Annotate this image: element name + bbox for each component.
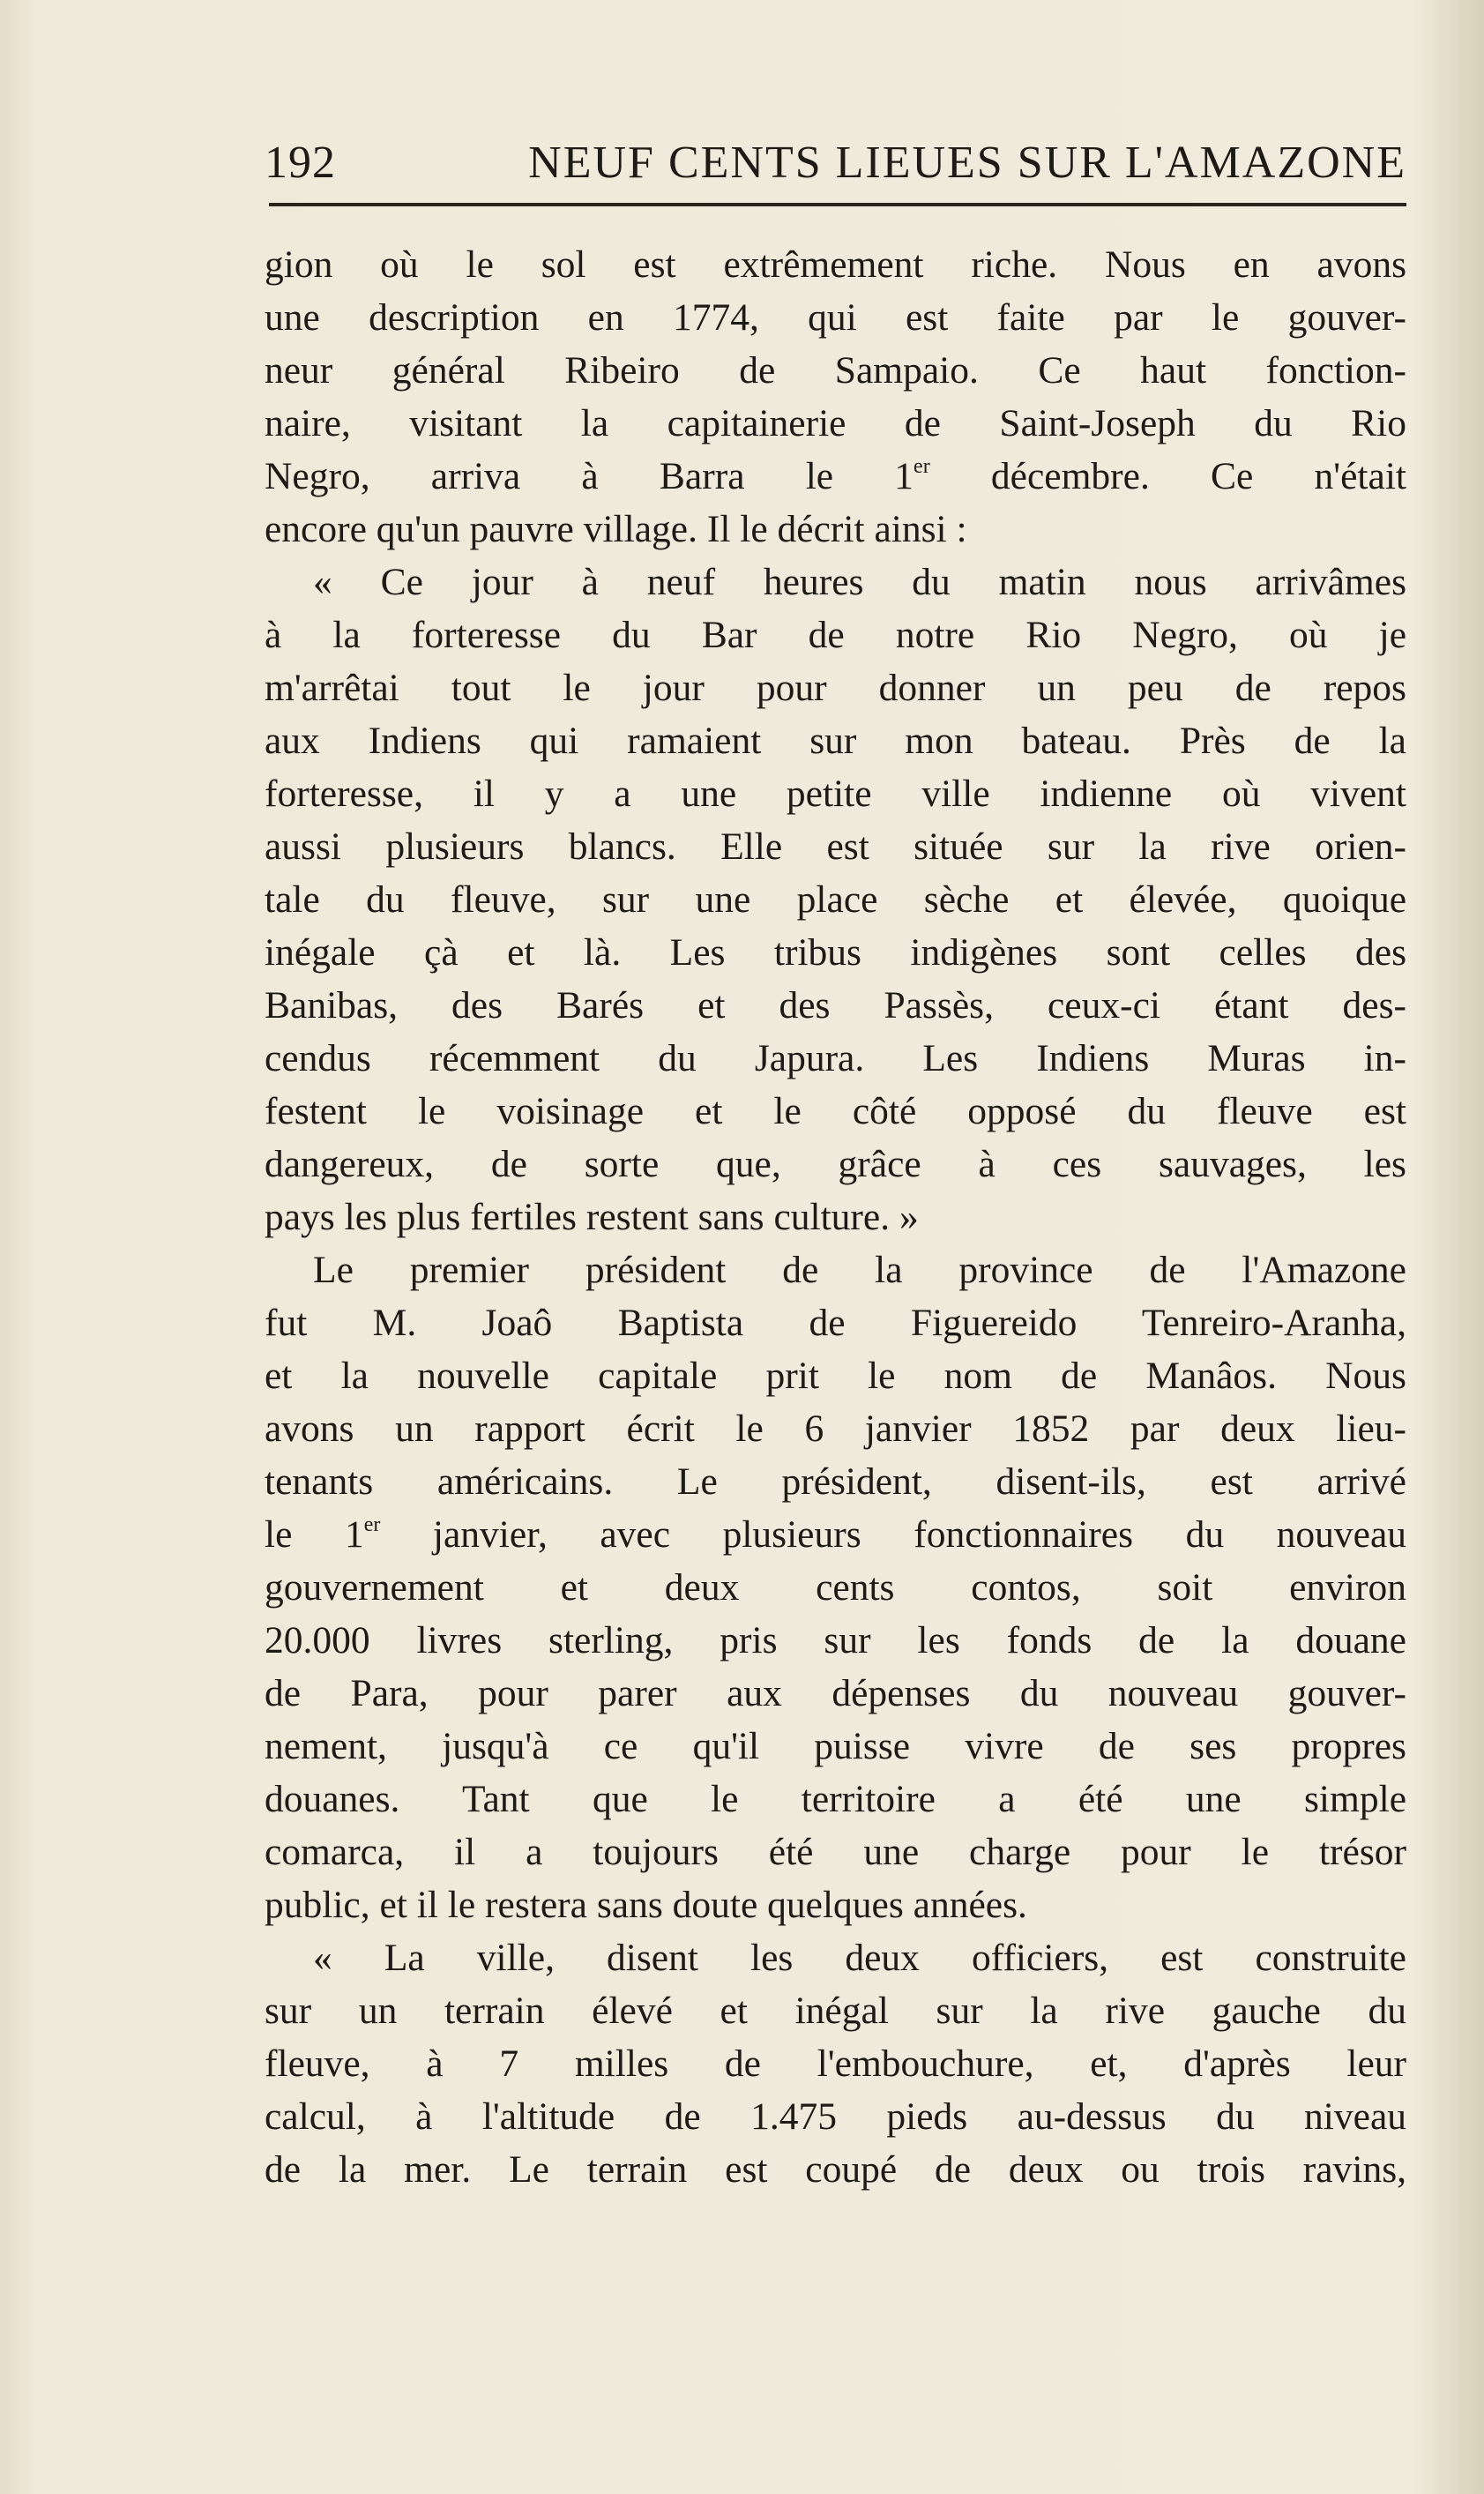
- text-line: naire, visitant la capitainerie de Saint-Joseph du Rio: [265, 402, 1406, 444]
- superscript: er: [363, 1513, 381, 1536]
- text-line: aussi plusieurs blancs. Elle est située sur la rive orien-: [265, 825, 1406, 868]
- text-line: à la forteresse du Bar de notre Rio Negro, où je: [265, 614, 1406, 656]
- superscript: er: [914, 455, 930, 478]
- page-header: [265, 132, 1406, 194]
- body-text: [265, 238, 1406, 2196]
- paragraph: [265, 1931, 1406, 2196]
- text-line: nement, jusqu'à ce qu'il puisse vivre de ses propres: [265, 1725, 1406, 1767]
- text-line: comarca, il a toujours été une charge pour le trésor: [265, 1831, 1406, 1873]
- text-line: fleuve, à 7 milles de l'embouchure, et, d'après leur: [265, 2042, 1406, 2085]
- text-line: de Para, pour parer aux dépenses du nouveau gouver-: [265, 1672, 1406, 1714]
- text-line: une description en 1774, qui est faite par le gouver-: [265, 296, 1406, 339]
- text-line: inégale çà et là. Les tribus indigènes sont celles des: [265, 931, 1406, 974]
- text-line: gouvernement et deux cents contos, soit environ: [265, 1566, 1406, 1609]
- text-line: sur un terrain élevé et inégal sur la rive gauche du: [265, 1990, 1406, 2032]
- text-line: aux Indiens qui ramaient sur mon bateau. Près de la: [265, 720, 1406, 762]
- paragraph: [265, 238, 1406, 556]
- text-line: 20.000 livres sterling, pris sur les fonds de la douane: [265, 1619, 1406, 1661]
- text-line: fut M. Joaô Baptista de Figuereido Tenreiro-Aranha,: [265, 1302, 1406, 1344]
- text-line: pays les plus fertiles restent sans culture. »: [265, 1196, 919, 1238]
- text-line: [265, 1508, 1406, 1561]
- text-line: gion où le sol est extrêmement riche. Nous en avons: [265, 243, 1406, 286]
- text-line: tale du fleuve, sur une place sèche et élevée, quoique: [265, 878, 1406, 921]
- running-title: NEUF CENTS LIEUES SUR L'AMAZONE: [528, 138, 1406, 188]
- text-line: public, et il le restera sans doute quelques années.: [265, 1884, 1027, 1926]
- text-line: forteresse, il y a une petite ville indienne où vivent: [265, 773, 1406, 815]
- text-segment: janvier, avec plusieurs fonctionnaires du nouveau: [380, 1513, 1406, 1556]
- text-line: « La ville, disent les deux officiers, est construite: [313, 1937, 1406, 1979]
- text-line: douanes. Tant que le territoire a été une simple: [265, 1778, 1406, 1820]
- text-line: cendus récemment du Japura. Les Indiens Muras in-: [265, 1037, 1406, 1079]
- text-line: tenants américains. Le président, disent-ils, est arrivé: [265, 1460, 1406, 1503]
- text-line: « Ce jour à neuf heures du matin nous arrivâmes: [313, 561, 1406, 603]
- text-line: festent le voisinage et le côté opposé du fleuve est: [265, 1090, 1406, 1132]
- text-line: neur général Ribeiro de Sampaio. Ce haut fonction-: [265, 349, 1406, 392]
- text-line: de la mer. Le terrain est coupé de deux ou trois ravins,: [265, 2148, 1406, 2191]
- text-line: m'arrêtai tout le jour pour donner un peu de repos: [265, 667, 1406, 709]
- text-line: Le premier président de la province de l'Amazone: [313, 1249, 1406, 1291]
- header-rule: [269, 203, 1406, 206]
- text-segment: Negro, arriva à Barra le 1: [265, 455, 914, 497]
- text-segment: le 1: [265, 1513, 364, 1556]
- text-line: calcul, à l'altitude de 1.475 pieds au-dessus du niveau: [265, 2095, 1406, 2138]
- text-segment: décembre. Ce n'était: [929, 455, 1406, 497]
- paragraph: [265, 556, 1406, 1243]
- text-line: [265, 450, 1406, 503]
- page-number: 192: [265, 138, 336, 188]
- paragraph: [265, 1243, 1406, 1931]
- text-line: Banibas, des Barés et des Passès, ceux-ci étant des-: [265, 984, 1406, 1027]
- text-line: et la nouvelle capitale prit le nom de Manâos. Nous: [265, 1355, 1406, 1397]
- text-line: dangereux, de sorte que, grâce à ces sauvages, les: [265, 1143, 1406, 1185]
- text-line: avons un rapport écrit le 6 janvier 1852 par deux lieu-: [265, 1408, 1406, 1450]
- text-line: encore qu'un pauvre village. Il le décrit ainsi :: [265, 508, 967, 550]
